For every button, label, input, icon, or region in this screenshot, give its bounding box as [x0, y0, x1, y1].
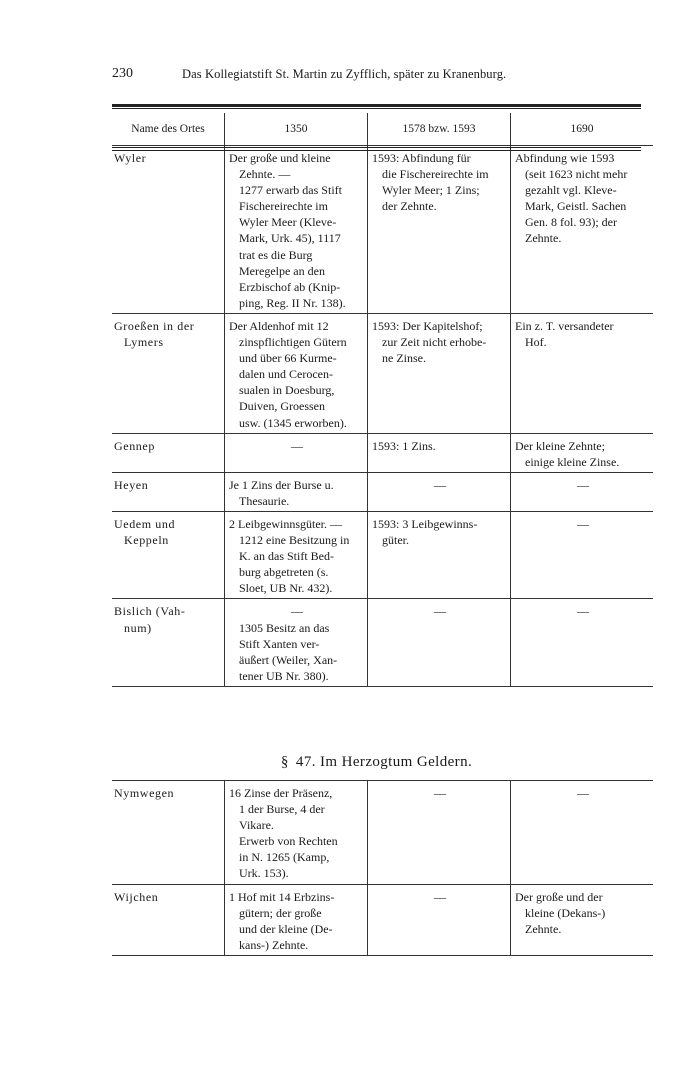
cell-line: —: [434, 889, 446, 904]
cell-1350: [225, 884, 368, 955]
place-cell: [112, 884, 225, 955]
cell-line: Stift Xanten ver-: [239, 636, 320, 651]
cell-line: 1212 eine Besitzung in: [239, 533, 350, 548]
page-header: [112, 66, 642, 84]
cell-line: Wyler Meer; 1 Zins;: [382, 183, 480, 198]
cell-1578: [368, 472, 511, 511]
header-rule: [112, 104, 641, 107]
cell-line: 1593: 3 Leibgewinns-: [372, 516, 478, 531]
cell-line: Zehnte.: [525, 231, 562, 246]
table-row: [112, 146, 653, 314]
cell-1578: [368, 599, 511, 686]
table-row: [112, 884, 653, 955]
place-cell: [112, 146, 225, 314]
cell-line: Der Aldenhof mit 12: [229, 318, 329, 333]
cell-line: kans-) Zehnte.: [239, 937, 309, 952]
cell-line: —: [577, 516, 589, 531]
table-header-rule: [112, 147, 641, 148]
table-row: [112, 599, 653, 686]
cell-line: Vikare.: [239, 818, 274, 833]
cell-line: die Fischereirechte im: [382, 167, 489, 182]
cell-line: 1305 Besitz an das: [239, 620, 330, 635]
holdings-table-kleve: [112, 113, 653, 687]
cell-1350: [225, 511, 368, 598]
table-row: [112, 511, 653, 598]
cell-line: Gen. 8 fol. 93); der: [525, 215, 617, 230]
cell-line: Erwerb von Rechten: [239, 834, 338, 849]
cell-line: 1593: 1 Zins.: [372, 438, 436, 453]
section-heading: [112, 754, 641, 771]
cell-line: Groeßen in der: [114, 318, 195, 333]
cell-line: —: [291, 604, 303, 619]
cell-1690: [511, 884, 654, 955]
cell-line: Der große und der: [515, 889, 603, 904]
cell-line: äußert (Weiler, Xan-: [239, 652, 338, 667]
place-cell: [112, 472, 225, 511]
cell-1690: [511, 599, 654, 686]
cell-1578: [368, 433, 511, 472]
cell-line: tener UB Nr. 380).: [239, 668, 329, 683]
cell-line: kleine (Dekans-): [525, 905, 606, 920]
table-end-cell: [112, 686, 225, 687]
cell-line: Wyler: [114, 151, 147, 165]
cell-line: 1 Hof mit 14 Erbzins-: [229, 889, 335, 904]
cell-1350: [225, 781, 368, 885]
cell-line: Mark, Geistl. Sachen: [525, 199, 627, 214]
cell-line: —: [577, 477, 589, 492]
cell-line: Je 1 Zins der Burse u.: [229, 477, 334, 492]
page-number: 230: [112, 66, 133, 81]
table-end-cell: [112, 955, 225, 956]
table-row: [112, 313, 653, 433]
place-cell: [112, 433, 225, 472]
cell-line: Lymers: [124, 335, 164, 350]
cell-line: güter.: [382, 533, 409, 548]
cell-line: in N. 1265 (Kamp,: [239, 850, 330, 865]
cell-line: Hof.: [525, 335, 547, 350]
cell-1578: [368, 884, 511, 955]
table-row: [112, 433, 653, 472]
table-end-rule: [112, 955, 653, 956]
cell-line: num): [124, 620, 152, 635]
cell-line: Meregelpe an den: [239, 263, 325, 278]
cell-line: 16 Zinse der Präsenz,: [229, 786, 333, 800]
cell-1578: [368, 146, 511, 314]
cell-1350: [225, 599, 368, 686]
cell-line: Bislich (Vah-: [114, 604, 186, 619]
cell-line: ne Zinse.: [382, 351, 426, 366]
table-header-row: [112, 113, 653, 146]
cell-line: burg abgetreten (s.: [239, 565, 329, 580]
table-end-cell: [225, 955, 368, 956]
cell-1690: [511, 781, 654, 885]
cell-1578: [368, 781, 511, 885]
table-end-cell: [511, 955, 654, 956]
cell-line: Der kleine Zehnte;: [515, 438, 605, 453]
column-header-1690: 1690: [511, 113, 654, 146]
cell-line: gezahlt vgl. Kleve-: [525, 183, 617, 198]
table-end-rule: [112, 686, 653, 687]
cell-1350: [225, 313, 368, 433]
cell-line: Zehnte.: [525, 921, 562, 936]
cell-line: —: [434, 604, 446, 619]
header-rule-thin: [112, 108, 641, 109]
cell-line: zinspflichtigen Gütern: [239, 335, 347, 350]
cell-1690: [511, 433, 654, 472]
holdings-table-geldern: [112, 780, 653, 956]
cell-line: Wyler Meer (Kleve-: [239, 215, 337, 230]
cell-line: Nymwegen: [114, 786, 175, 800]
cell-line: Gennep: [114, 438, 155, 453]
cell-line: trat es die Burg: [239, 247, 313, 262]
cell-1350: [225, 472, 368, 511]
cell-line: Mark, Urk. 45), 1117: [239, 231, 341, 246]
column-header-1350: 1350: [225, 113, 368, 146]
cell-line: zur Zeit nicht erhobe-: [382, 335, 487, 350]
cell-line: Keppeln: [124, 533, 169, 548]
cell-line: und der kleine (De-: [239, 921, 333, 936]
cell-line: —: [577, 786, 589, 800]
cell-line: —: [291, 438, 303, 453]
cell-line: einige kleine Zinse.: [525, 454, 620, 469]
cell-line: K. an das Stift Bed-: [239, 549, 334, 564]
cell-line: 1593: Der Kapitelshof;: [372, 318, 483, 333]
table-end-cell: [368, 686, 511, 687]
cell-1690: [511, 146, 654, 314]
cell-line: Sloet, UB Nr. 432).: [239, 581, 333, 596]
table-end-cell: [225, 686, 368, 687]
cell-line: Urk. 153).: [239, 866, 289, 881]
cell-line: dalen und Cerocen-: [239, 367, 333, 382]
place-cell: [112, 511, 225, 598]
cell-1690: [511, 472, 654, 511]
cell-line: (seit 1623 nicht mehr: [525, 167, 628, 182]
cell-1578: [368, 511, 511, 598]
cell-line: Erzbischof ab (Knip-: [239, 279, 341, 294]
place-cell: [112, 313, 225, 433]
cell-1350: [225, 433, 368, 472]
running-title: Das Kollegiatstift St. Martin zu Zyfflich, später zu Kranenburg.: [182, 67, 507, 81]
table-row: [112, 781, 653, 885]
cell-line: —: [577, 604, 589, 619]
column-header-1578: 1578 bzw. 1593: [368, 113, 511, 146]
cell-line: Ein z. T. versandeter: [515, 318, 614, 333]
cell-line: Der große und kleine: [229, 151, 331, 165]
cell-line: Zehnte. —: [239, 167, 291, 182]
cell-line: Fischereirechte im: [239, 199, 328, 214]
table-row: [112, 472, 653, 511]
table-end-cell: [511, 686, 654, 687]
cell-line: 1593: Abfindung für: [372, 151, 471, 165]
cell-line: gütern; der große: [239, 905, 322, 920]
cell-line: ping, Reg. II Nr. 138).: [239, 295, 346, 310]
cell-line: Wijchen: [114, 889, 159, 904]
cell-line: Thesaurie.: [239, 493, 290, 508]
cell-line: 2 Leibgewinnsgüter. —: [229, 516, 342, 531]
cell-line: Uedem und: [114, 516, 176, 531]
cell-1350: [225, 146, 368, 314]
cell-line: und über 66 Kurme-: [239, 351, 337, 366]
cell-line: —: [434, 786, 446, 800]
cell-1690: [511, 313, 654, 433]
place-cell: [112, 781, 225, 885]
cell-line: Heyen: [114, 477, 149, 492]
table-header-rule-lower: [112, 150, 641, 151]
cell-line: der Zehnte.: [382, 199, 437, 214]
cell-line: 1277 erwarb das Stift: [239, 183, 342, 198]
cell-1578: [368, 313, 511, 433]
cell-1690: [511, 511, 654, 598]
section-sign: §: [280, 754, 289, 770]
section-title: Im Herzogtum Geldern.: [320, 754, 473, 770]
cell-line: —: [434, 477, 446, 492]
cell-line: 1 der Burse, 4 der: [239, 802, 325, 817]
place-cell: [112, 599, 225, 686]
cell-line: usw. (1345 erworben).: [239, 415, 347, 430]
section-number: 47.: [295, 754, 316, 770]
cell-line: Abfindung wie 1593: [515, 151, 615, 165]
table-end-cell: [368, 955, 511, 956]
column-header-place: Name des Ortes: [131, 122, 205, 135]
cell-line: sualen in Doesburg,: [239, 383, 335, 398]
cell-line: Duiven, Groessen: [239, 399, 325, 414]
